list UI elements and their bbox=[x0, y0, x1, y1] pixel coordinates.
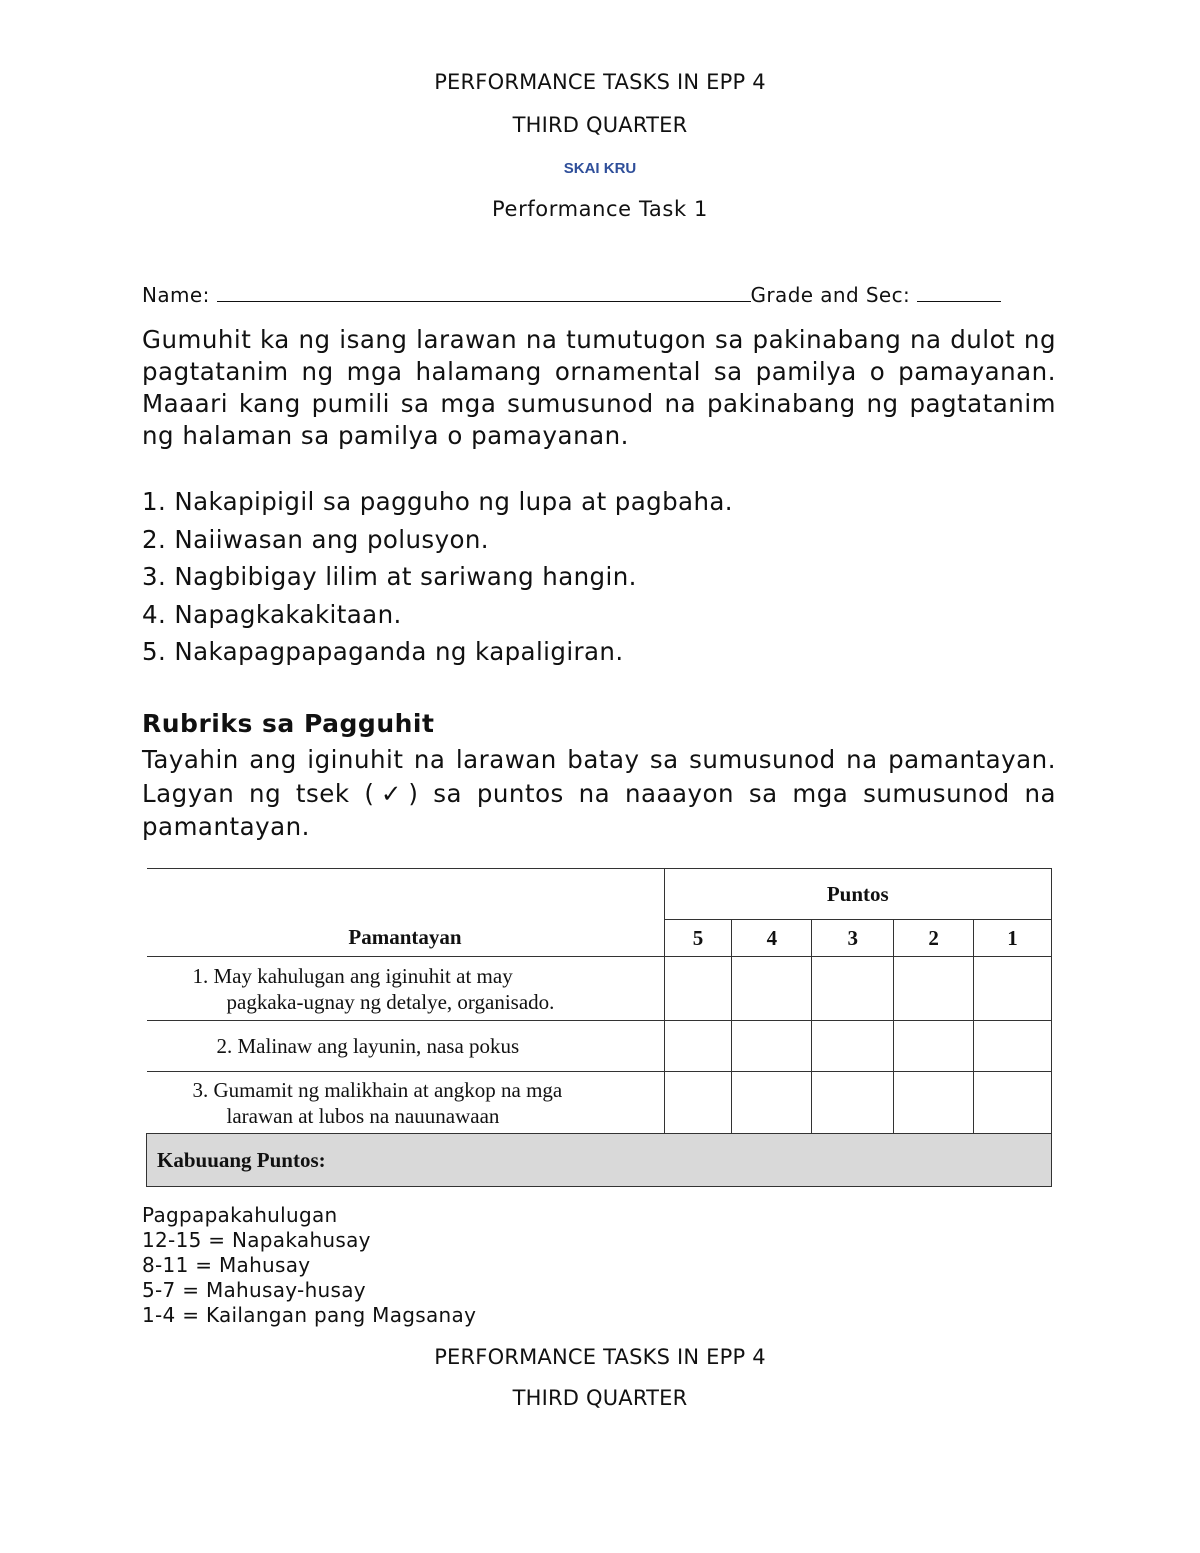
table-row bbox=[147, 1021, 1052, 1072]
score-cell[interactable] bbox=[664, 1021, 732, 1072]
criterion-2 bbox=[147, 1021, 665, 1072]
task-title: Performance Task 1 bbox=[492, 197, 708, 221]
list-item: 4. Napagkakakitaan. bbox=[142, 599, 402, 629]
points-1-header: 1 bbox=[974, 920, 1052, 957]
score-cell[interactable] bbox=[732, 957, 812, 1021]
criterion-3-line1: 3. Gumamit ng malikhain at angkop na mga bbox=[192, 1077, 563, 1102]
score-cell[interactable] bbox=[732, 1072, 812, 1134]
legend-item: 5-7 = Mahusay-husay bbox=[142, 1278, 366, 1302]
legend-title: Pagpapakahulugan bbox=[142, 1203, 338, 1227]
rubric-table bbox=[146, 868, 1052, 1187]
score-cell[interactable] bbox=[664, 957, 732, 1021]
legend-item: 12-15 = Napakahusay bbox=[142, 1228, 371, 1252]
rubric-title: Rubriks sa Pagguhit bbox=[142, 709, 435, 738]
score-cell[interactable] bbox=[812, 957, 894, 1021]
points-4-header: 4 bbox=[732, 920, 812, 957]
document-title: PERFORMANCE TASKS IN EPP 4 bbox=[434, 70, 766, 94]
legend-item: 1-4 = Kailangan pang Magsanay bbox=[142, 1303, 477, 1327]
grade-blank[interactable] bbox=[917, 283, 1001, 302]
grade-label: Grade and Sec: bbox=[750, 283, 911, 307]
list-item: 2. Naiiwasan ang polusyon. bbox=[142, 524, 489, 554]
points-header: Puntos bbox=[664, 869, 1052, 920]
instructions-paragraph: Gumuhit ka ng isang larawan na tumutugon sa pakinabang na dulot ng pagtatanim ng mga halamang ornamental sa pamilya o pamayanan. Maaari kang pumili sa mga sumusunod na pakinabang ng pagtatanim ng halaman sa pamilya o pamayanan. bbox=[142, 325, 1056, 450]
score-cell[interactable] bbox=[974, 957, 1052, 1021]
criterion-1-line2: pagkaka-ugnay ng detalye, organisado. bbox=[226, 989, 555, 1014]
score-cell[interactable] bbox=[894, 1072, 974, 1134]
score-legend bbox=[142, 1203, 476, 1328]
list-item: 1. Nakapipigil sa pagguho ng lupa at pagbaha. bbox=[142, 487, 733, 516]
score-cell[interactable] bbox=[974, 1072, 1052, 1134]
points-3-header: 3 bbox=[812, 920, 894, 957]
score-cell[interactable] bbox=[894, 957, 974, 1021]
footer-quarter: THIRD QUARTER bbox=[512, 1386, 688, 1410]
table-row bbox=[147, 957, 1052, 1021]
score-cell[interactable] bbox=[974, 1021, 1052, 1072]
benefits-list bbox=[142, 483, 1056, 671]
footer-title: PERFORMANCE TASKS IN EPP 4 bbox=[434, 1345, 766, 1369]
table-row bbox=[147, 1072, 1052, 1134]
score-cell[interactable] bbox=[812, 1021, 894, 1072]
rubric-instructions: Tayahin ang iginuhit na larawan batay sa sumusunod na pamantayan. Lagyan ng tsek (✓) sa puntos na naaayon sa mga sumusunod na pamantayan. bbox=[142, 745, 1056, 841]
list-item: 5. Nakapagpapaganda ng kapaligiran. bbox=[142, 637, 624, 666]
points-2-header: 2 bbox=[894, 920, 974, 957]
points-5-header: 5 bbox=[664, 920, 732, 957]
school-name: SKAI KRU bbox=[563, 160, 637, 177]
total-label: Kabuuang Puntos: bbox=[147, 1134, 1052, 1187]
list-item: 3. Nagbibigay lilim at sariwang hangin. bbox=[142, 562, 637, 591]
name-grade-line bbox=[142, 283, 1052, 307]
criteria-header: Pamantayan bbox=[147, 869, 665, 957]
score-cell[interactable] bbox=[894, 1021, 974, 1072]
criterion-1 bbox=[147, 957, 665, 1021]
name-blank[interactable] bbox=[217, 283, 751, 302]
name-label: Name: bbox=[142, 283, 210, 307]
total-row bbox=[147, 1134, 1052, 1187]
score-cell[interactable] bbox=[812, 1072, 894, 1134]
criterion-2-line1: 2. Malinaw ang layunin, nasa pokus bbox=[216, 1034, 520, 1058]
criterion-1-line1: 1. May kahulugan ang iginuhit at may bbox=[192, 963, 513, 988]
criterion-3-line2: larawan at lubos na nauunawaan bbox=[226, 1103, 500, 1128]
score-cell[interactable] bbox=[664, 1072, 732, 1134]
score-cell[interactable] bbox=[732, 1021, 812, 1072]
quarter-label: THIRD QUARTER bbox=[512, 113, 688, 137]
criterion-3 bbox=[147, 1072, 665, 1134]
legend-item: 8-11 = Mahusay bbox=[142, 1253, 311, 1277]
